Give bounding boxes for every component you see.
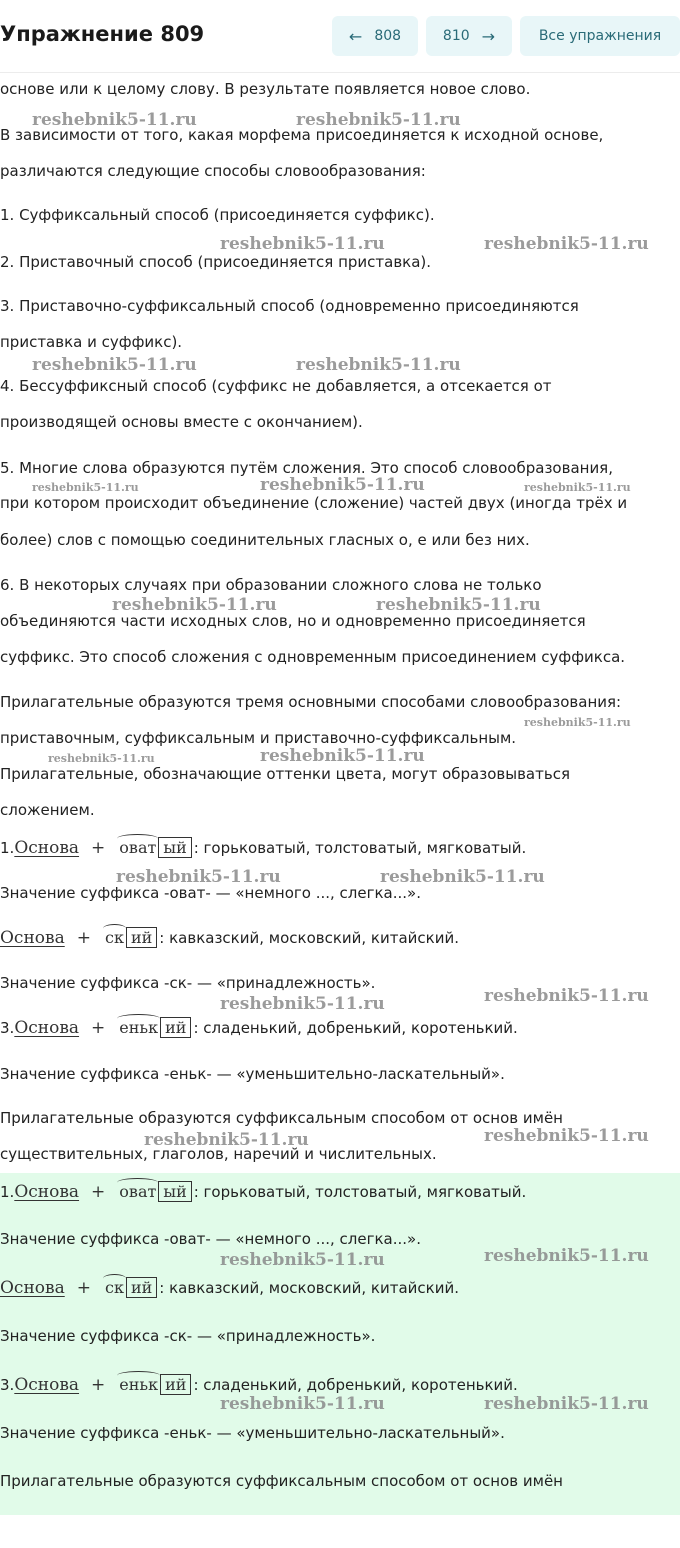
suffix-mark: еньк (119, 1018, 159, 1037)
word-formation-formula (0, 1017, 518, 1038)
stem-label: Основа (0, 1278, 65, 1298)
suffix-meaning: Значение суффикса -ск- — «принадлежность». (0, 974, 376, 992)
watermark: reshebnik5-11.ru (220, 234, 385, 254)
word-formation-formula (0, 927, 459, 948)
examples-text: : горьковатый, толстоватый, мягковатый. (193, 1183, 527, 1201)
watermark: reshebnik5-11.ru (484, 986, 649, 1006)
text-line: 5. Многие слова образуются путём сложения. Это способ словообразования, (0, 459, 613, 477)
examples-text: : горьковатый, толстоватый, мягковатый. (193, 839, 527, 857)
formula-number: 1. (0, 1183, 15, 1201)
all-exercises-button[interactable] (520, 16, 680, 56)
stem-label: Основа (14, 1182, 80, 1202)
plus-sign: + (76, 1278, 91, 1298)
text-line: 3. Приставочно-суффиксальный способ (одновременно присоединяются (0, 297, 579, 315)
watermark: reshebnik5-11.ru (380, 867, 545, 887)
examples-text: : сладенький, добренький, коротенький. (193, 1376, 518, 1394)
watermark: reshebnik5-11.ru (484, 234, 649, 254)
suffix-mark: ск (104, 928, 124, 947)
text-line: Прилагательные, обозначающие оттенки цвета, могут образовываться (0, 765, 570, 783)
word-formation-formula (0, 837, 526, 858)
text-line: при котором происходит объединение (сложение) частей двух (иногда трёх и (0, 494, 628, 512)
arrow-right-icon: → (481, 26, 496, 46)
prev-exercise-button[interactable] (332, 16, 418, 56)
text-line: 6. В некоторых случаях при образовании сложного слова не только (0, 576, 542, 594)
watermark: reshebnik5-11.ru (376, 595, 541, 615)
watermark: reshebnik5-11.ru (524, 481, 631, 494)
text-line: 1. Суффиксальный способ (присоединяется суффикс). (0, 206, 435, 224)
watermark: reshebnik5-11.ru (32, 481, 139, 494)
suffix-meaning: Значение суффикса -еньк- — «уменьшительно-ласкательный». (0, 1065, 505, 1083)
stem-label: Основа (14, 1375, 80, 1395)
text-line: производящей основы вместе с окончанием). (0, 413, 363, 431)
watermark: reshebnik5-11.ru (220, 1250, 385, 1270)
stem-label: Основа (14, 838, 80, 858)
suffix-mark: еньк (119, 1375, 159, 1394)
formula-number: 3. (0, 1019, 15, 1037)
suffix-meaning: Значение суффикса -оват- — «немного ..., слегка...». (0, 1230, 421, 1248)
text-line: существительных, глаголов, наречий и числительных. (0, 1145, 437, 1163)
suffix-meaning: Значение суффикса -ск- — «принадлежность». (0, 1327, 376, 1345)
watermark: reshebnik5-11.ru (484, 1246, 649, 1266)
text-line: Прилагательные образуются суффиксальным способом от основ имён (0, 1109, 563, 1127)
text-line: суффикс. Это способ сложения с одновременным присоединением суффикса. (0, 648, 626, 666)
watermark: reshebnik5-11.ru (296, 110, 461, 130)
suffix-mark: ск (104, 1278, 124, 1297)
all-exercises-label: Все упражнения (538, 28, 662, 44)
text-line: 4. Бессуффиксный способ (суффикс не добавляется, а отсекается от (0, 377, 552, 395)
text-line: приставочным, суффиксальным и приставочно-суффиксальным. (0, 729, 517, 747)
prev-exercise-label: 808 (374, 28, 402, 44)
text-line: Прилагательные образуются суффиксальным способом от основ имён (0, 1472, 563, 1490)
ending-box: ий (160, 1374, 191, 1395)
ending-box: ий (126, 1277, 157, 1298)
examples-text: : кавказский, московский, китайский. (159, 1279, 459, 1297)
word-formation-formula (0, 1181, 526, 1202)
text-line: различаются следующие способы словообразования: (0, 162, 426, 180)
watermark: reshebnik5-11.ru (484, 1126, 649, 1146)
ending-box: ый (158, 837, 191, 858)
formula-number: 1. (0, 839, 15, 857)
plus-sign: + (91, 838, 106, 858)
exercise-header (0, 0, 680, 73)
next-exercise-label: 810 (442, 28, 470, 44)
next-exercise-button[interactable] (426, 16, 512, 56)
word-formation-formula (0, 1374, 518, 1395)
stem-label: Основа (0, 928, 65, 948)
suffix-meaning: Значение суффикса -оват- — «немного ..., слегка...». (0, 884, 421, 902)
arrow-left-icon: ← (348, 26, 363, 46)
formula-number: 3. (0, 1376, 15, 1394)
text-line: Прилагательные образуются тремя основными способами словообразования: (0, 693, 622, 711)
suffix-mark: оват (119, 1182, 157, 1201)
watermark: reshebnik5-11.ru (484, 1394, 649, 1414)
ending-box: ий (160, 1017, 191, 1038)
plus-sign: + (91, 1018, 106, 1038)
suffix-mark: оват (119, 838, 157, 857)
plus-sign: + (91, 1182, 106, 1202)
word-formation-formula (0, 1277, 459, 1298)
watermark: reshebnik5-11.ru (112, 595, 277, 615)
watermark: reshebnik5-11.ru (48, 752, 155, 765)
ending-box: ый (158, 1181, 191, 1202)
watermark: reshebnik5-11.ru (144, 1130, 309, 1150)
text-line: В зависимости от того, какая морфема присоединяется к исходной основе, (0, 126, 604, 144)
watermark: reshebnik5-11.ru (32, 355, 197, 375)
stem-label: Основа (14, 1018, 80, 1038)
page-title: Упражнение 809 (0, 22, 205, 46)
watermark: reshebnik5-11.ru (260, 746, 425, 766)
text-line: 2. Приставочный способ (присоединяется приставка). (0, 253, 432, 271)
text-line: приставка и суффикс). (0, 333, 183, 351)
examples-text: : кавказский, московский, китайский. (159, 929, 459, 947)
ending-box: ий (126, 927, 157, 948)
examples-text: : сладенький, добренький, коротенький. (193, 1019, 518, 1037)
text-line: сложением. (0, 801, 95, 819)
watermark: reshebnik5-11.ru (220, 994, 385, 1014)
watermark: reshebnik5-11.ru (220, 1394, 385, 1414)
watermark: reshebnik5-11.ru (296, 355, 461, 375)
plus-sign: + (91, 1375, 106, 1395)
text-line: объединяются части исходных слов, но и одновременно присоединяется (0, 612, 586, 630)
watermark: reshebnik5-11.ru (32, 110, 197, 130)
text-line: более) слов с помощью соединительных гласных о, е или без них. (0, 531, 530, 549)
text-line: основе или к целому слову. В результате появляется новое слово. (0, 80, 531, 98)
suffix-meaning: Значение суффикса -еньк- — «уменьшительно-ласкательный». (0, 1424, 505, 1442)
plus-sign: + (76, 928, 91, 948)
watermark: reshebnik5-11.ru (260, 475, 425, 495)
watermark: reshebnik5-11.ru (524, 716, 631, 729)
watermark: reshebnik5-11.ru (116, 867, 281, 887)
